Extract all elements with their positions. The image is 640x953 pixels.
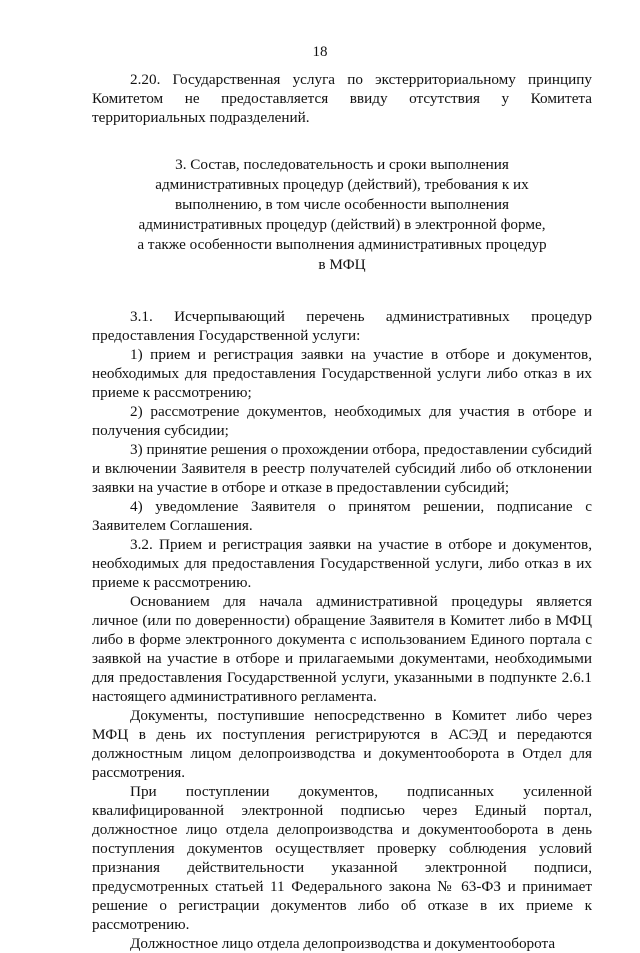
paragraph-basis: Основанием для начала административной процедуры является личное (или по доверенности) обращение Заявителя в Комитет либо в МФЦ либо в форме электронного документа с использованием Единого портала с заявкой на участие в отборе и прилагаемыми документами, необходимыми для предоставления Государственной услуги, указанными в подпункте 2.6.1 настоящего административного регламента. [92, 593, 592, 705]
list-item-4: 4) уведомление Заявителя о принятом решении, подписание с Заявителем Соглашения. [92, 498, 592, 534]
paragraph-electronic: При поступлении документов, подписанных усиленной квалифицированной электронной подписью через Единый портал, должностное лицо отдела делопроизводства и документооборота в день поступления документов осуществляет проверку соблюдения условий признания действительности указанной электронной подписи, предусмотренных статьей 11 Федерального закона № 63-ФЗ и принимает решение о регистрации документов либо об отказе в их приеме к рассмотрению. [92, 783, 592, 933]
page-number: 18 [312, 44, 328, 60]
list-item-2: 2) рассмотрение документов, необходимых для участия в отборе и получения субсидии; [92, 403, 592, 439]
section-heading-line: административных процедур (действий) в электронной форме, [138, 216, 546, 233]
section-heading-line: в МФЦ [318, 256, 366, 273]
paragraph-3-1: 3.1. Исчерпывающий перечень административных процедур предоставления Государственной услуги: [92, 308, 592, 344]
section-heading-line: 3. Состав, последовательность и сроки выполнения [175, 156, 509, 173]
paragraph-3-2: 3.2. Прием и регистрация заявки на участие в отборе и документов, необходимых для предоставления Государственной услуги, либо отказ в их приеме к рассмотрению. [92, 536, 592, 591]
section-heading-line: выполнению, в том числе особенности выполнения [175, 196, 509, 213]
section-heading [92, 155, 592, 275]
paragraph-official: Должностное лицо отдела делопроизводства и документооборота [130, 935, 556, 952]
list-item-3: 3) принятие решения о прохождении отбора, предоставлении субсидий и включении Заявителя в реестр получателей субсидий либо об отклонении заявки на участие в отборе и отказе в предоставлении субсидий; [92, 441, 592, 496]
list-item-1: 1) прием и регистрация заявки на участие в отборе и документов, необходимых для предоставления Государственной услуги либо отказ в их приеме к рассмотрению; [92, 346, 592, 401]
document-body [92, 70, 592, 953]
section-heading-line: а также особенности выполнения административных процедур [137, 236, 547, 253]
paragraph-documents: Документы, поступившие непосредственно в Комитет либо через МФЦ в день их поступления регистрируются в АСЭД и передаются должностным лицом делопроизводства и документооборота в Отдел для рассмотрения. [92, 707, 592, 781]
section-heading-line: административных процедур (действий), требования к их [155, 176, 529, 193]
paragraph-2-20: 2.20. Государственная услуга по экстерриториальному принципу Комитетом не предоставляется ввиду отсутствия у Комитета территориальных подразделений. [92, 71, 592, 126]
